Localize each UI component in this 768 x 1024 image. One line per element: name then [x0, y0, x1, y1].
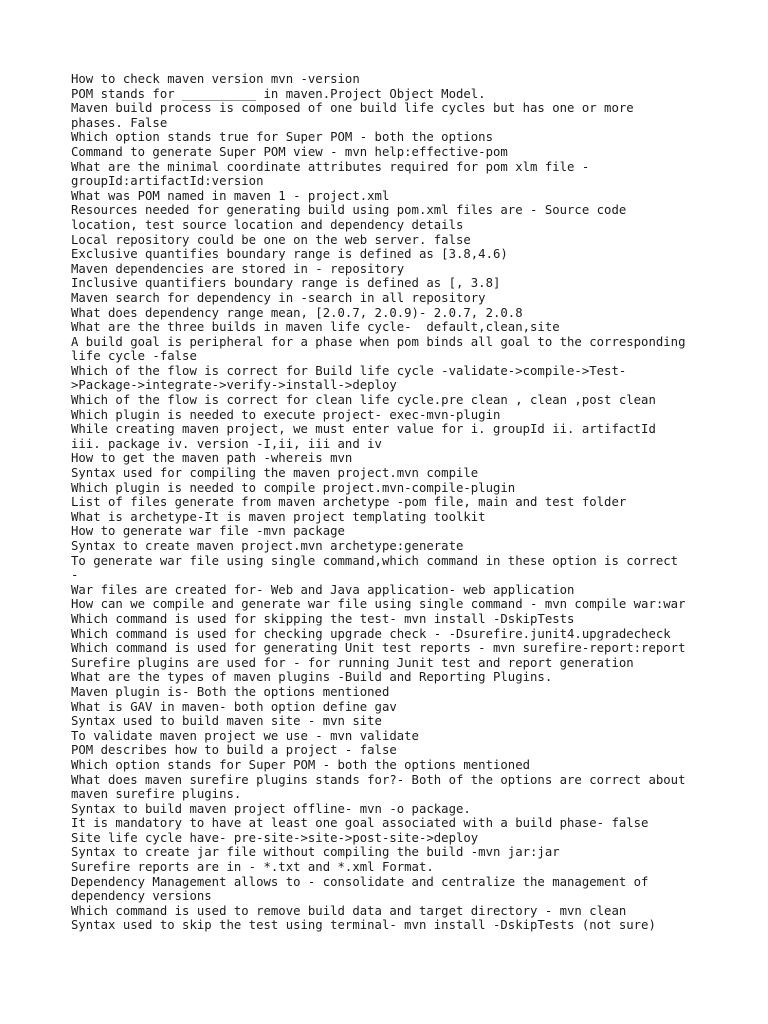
- text-line: What was POM named in maven 1 - project.xml: [71, 188, 390, 203]
- text-line: War files are created for- Web and Java application- web application: [71, 582, 575, 597]
- text-line: Maven plugin is- Both the options mentioned: [71, 684, 390, 699]
- text-line: Surefire reports are in - *.txt and *.xml Format.: [71, 860, 434, 875]
- text-line: Which option stands for Super POM - both the options mentioned: [71, 757, 531, 772]
- text-line: Syntax used for compiling the maven project.mvn compile: [71, 466, 479, 481]
- text-line: Local repository could be one on the web server. false: [71, 232, 471, 247]
- text-line: Inclusive quantifiers boundary range is defined as [, 3.8]: [71, 276, 501, 291]
- text-line: Resources needed for generating build using pom.xml files are - Source code: [71, 203, 627, 218]
- text-line: It is mandatory to have at least one goal associated with a build phase- false: [71, 816, 649, 831]
- text-line: groupId:artifactId:version: [71, 174, 264, 189]
- text-line: phases. False: [71, 115, 168, 130]
- text-line: While creating maven project, we must enter value for i. groupId ii. artifactId: [71, 422, 656, 437]
- text-line: Which command is used for checking upgrade check - -Dsurefire.junit4.upgradecheck: [71, 626, 671, 641]
- text-line: Which plugin is needed to execute project- exec-mvn-plugin: [71, 407, 501, 422]
- text-line: Which option stands true for Super POM - both the options: [71, 130, 493, 145]
- text-line: How to check maven version mvn -version: [71, 72, 360, 86]
- text-line: -: [71, 568, 79, 583]
- text-line: To validate maven project we use - mvn validate: [71, 728, 419, 743]
- text-line: To generate war file using single command,which command in these option is correct: [71, 553, 679, 568]
- text-line: What does dependency range mean, [2.0.7, 2.0.9)- 2.0.7, 2.0.8: [71, 305, 523, 320]
- text-line: Syntax to create jar file without compiling the build -mvn jar:jar: [71, 845, 560, 860]
- text-line: Maven search for dependency in -search in all repository: [71, 290, 486, 305]
- text-line: POM stands for __________ in maven.Project Object Model.: [71, 86, 486, 101]
- text-line: Surefire plugins are used for - for running Junit test and report generation: [71, 655, 634, 670]
- text-line: What is GAV in maven- both option define gav: [71, 699, 397, 714]
- text-line: Site life cycle have- pre-site->site->post-site->deploy: [71, 830, 479, 845]
- text-line: Command to generate Super POM view - mvn help:effective-pom: [71, 144, 508, 159]
- text-line: Syntax to create maven project.mvn archetype:generate: [71, 539, 464, 553]
- text-line: What are the three builds in maven life cycle- default,clean,site: [71, 320, 560, 335]
- text-line: location, test source location and dependency details: [71, 217, 464, 232]
- text-line: Dependency Management allows to - consolidate and centralize the management of: [71, 874, 649, 889]
- text-line: Syntax used to skip the test using terminal- mvn install -DskipTests (not sure): [71, 918, 656, 933]
- text-line: Exclusive quantifies boundary range is defined as [3.8,4.6): [71, 247, 508, 262]
- text-line: >Package->integrate->verify->install->deploy: [71, 378, 397, 393]
- text-line: Syntax used to build maven site - mvn site: [71, 714, 382, 729]
- text-line: life cycle -false: [71, 349, 197, 364]
- text-line: Which command is used for generating Unit test reports - mvn surefire-report:report: [71, 641, 686, 656]
- text-line: Which command is used for skipping the test- mvn install -DskipTests: [71, 611, 575, 626]
- text-line: Which of the flow is correct for clean life cycle.pre clean , clean ,post clean: [71, 393, 656, 408]
- text-line: maven surefire plugins.: [71, 787, 242, 802]
- document-body: [71, 72, 711, 933]
- text-line: How can we compile and generate war file using single command - mvn compile war:war: [71, 597, 686, 612]
- text-line: How to generate war file -mvn package: [71, 524, 345, 539]
- text-line: What are the types of maven plugins -Build and Reporting Plugins.: [71, 670, 553, 685]
- text-line: How to get the maven path -whereis mvn: [71, 451, 353, 466]
- text-line: What is archetype-It is maven project templating toolkit: [71, 509, 486, 524]
- text-line: Syntax to build maven project offline- mvn -o package.: [71, 801, 471, 816]
- text-line: A build goal is peripheral for a phase when pom binds all goal to the corresponding: [71, 334, 686, 349]
- text-line: Which command is used to remove build data and target directory - mvn clean: [71, 903, 627, 918]
- text-line: What are the minimal coordinate attributes required for pom xlm file -: [71, 159, 590, 174]
- text-line: POM describes how to build a project - false: [71, 743, 397, 758]
- text-line: Which of the flow is correct for Build life cycle -validate->compile->Test-: [71, 363, 627, 378]
- text-line: iii. package iv. version -I,ii, iii and iv: [71, 436, 382, 451]
- text-line: Maven build process is composed of one build life cycles but has one or more: [71, 101, 634, 116]
- text-line: Maven dependencies are stored in - repository: [71, 261, 405, 276]
- text-line: List of files generate from maven archetype -pom file, main and test folder: [71, 495, 627, 510]
- text-line: dependency versions: [71, 889, 212, 904]
- text-line: What does maven surefire plugins stands for?- Both of the options are correct about: [71, 772, 686, 787]
- text-line: Which plugin is needed to compile project.mvn-compile-plugin: [71, 480, 516, 495]
